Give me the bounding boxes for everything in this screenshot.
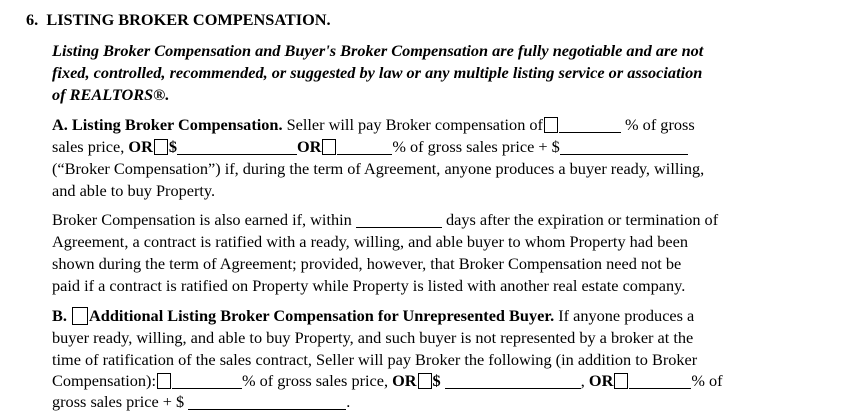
additional-combo-dollar-blank[interactable] xyxy=(188,394,346,410)
unrepresented-buyer-checkbox[interactable] xyxy=(72,307,88,325)
last-text: gross sales price + $ xyxy=(52,392,185,411)
notice-line-2: fixed, controlled, recommended, or suggested by law or any multiple listing service or association xyxy=(52,63,703,82)
or-label: OR xyxy=(128,137,153,156)
section-title: LISTING BROKER COMPENSATION. xyxy=(46,10,331,29)
part-b-line-2: buyer ready, willing, and able to buy Property, and such buyer is not represented by a broker at the xyxy=(52,328,694,347)
or-label: OR xyxy=(588,371,614,390)
additional-dollar-blank[interactable] xyxy=(445,373,581,389)
part-b-line-3: time of ratification of the sales contract, Seller will pay Broker the following (in addition to Broker xyxy=(52,350,698,369)
additional-combo-percent-blank[interactable] xyxy=(629,373,691,389)
dollar-sign: $ xyxy=(168,137,177,156)
part-a-line-1 xyxy=(52,114,695,136)
broker-compensation-percent-checkbox[interactable] xyxy=(544,117,558,133)
or-label: OR xyxy=(392,371,417,390)
part-a-line1-text: Seller will pay Broker compensation of xyxy=(282,115,543,134)
part-b-line-4 xyxy=(52,370,723,392)
part-a-p2-line-3: shown during the term of Agreement; provided, however, that Broker Compensation need not be xyxy=(52,254,682,273)
additional-combo-checkbox[interactable] xyxy=(614,373,628,389)
notice-line-3: of REALTORS®. xyxy=(52,85,170,104)
or-label: OR xyxy=(296,137,322,156)
part-a-p2-line-1 xyxy=(52,209,718,231)
part-a-p2-line-4: paid if a contract is ratified on Property while Property is listed with another real estate company. xyxy=(52,276,686,295)
additional-dollar-checkbox[interactable] xyxy=(418,373,432,389)
part-a-line-2 xyxy=(52,136,688,158)
broker-compensation-combo-checkbox[interactable] xyxy=(322,139,336,155)
p2-start-text: Broker Compensation is also earned if, within xyxy=(52,210,352,229)
part-b-line1-rest: If anyone produces a xyxy=(554,306,695,325)
pct-of-text: % of xyxy=(691,371,723,390)
comp-label: Compensation): xyxy=(52,371,157,390)
additional-percent-checkbox[interactable] xyxy=(157,373,171,389)
part-b-line-5 xyxy=(52,391,350,413)
pct-plus-text: % of gross sales price + $ xyxy=(392,137,560,156)
broker-compensation-combo-dollar-blank[interactable] xyxy=(560,139,688,155)
part-a-line-4: and able to buy Property. xyxy=(52,181,216,200)
broker-compensation-percent-blank[interactable] xyxy=(559,117,621,133)
days-blank[interactable] xyxy=(356,212,442,228)
part-a-p2-line-2: Agreement, a contract is ratified with a ready, willing, and able buyer to whom Property had been xyxy=(52,232,688,251)
period: . xyxy=(346,392,351,411)
part-a-line2-text: sales price, xyxy=(52,137,129,156)
broker-compensation-dollar-checkbox[interactable] xyxy=(154,139,168,155)
section-heading xyxy=(26,9,331,31)
comma-text: , xyxy=(580,371,589,390)
broker-compensation-dollar-blank[interactable] xyxy=(177,139,297,155)
part-b-line-1 xyxy=(52,305,694,327)
additional-percent-blank[interactable] xyxy=(172,373,242,389)
part-a-heading: A. Listing Broker Compensation. xyxy=(52,115,283,134)
part-b-label: B. xyxy=(52,306,67,325)
dollar-sign: $ xyxy=(432,371,441,390)
part-b-heading: Additional Listing Broker Compensation for Unrepresented Buyer. xyxy=(89,306,555,325)
section-number: 6. xyxy=(26,10,39,29)
part-a-line-3: (“Broker Compensation”) if, during the term of Agreement, anyone produces a buyer ready, willing, xyxy=(52,159,705,178)
notice-line-1: Listing Broker Compensation and Buyer's Broker Compensation are fully negotiable and are not xyxy=(52,41,704,60)
broker-compensation-combo-percent-blank[interactable] xyxy=(337,139,392,155)
pct-sales-text: % of gross sales price, xyxy=(242,371,393,390)
pct-gross-text: % of gross xyxy=(625,115,695,134)
p2-rest-text: days after the expiration or termination of xyxy=(445,210,719,229)
